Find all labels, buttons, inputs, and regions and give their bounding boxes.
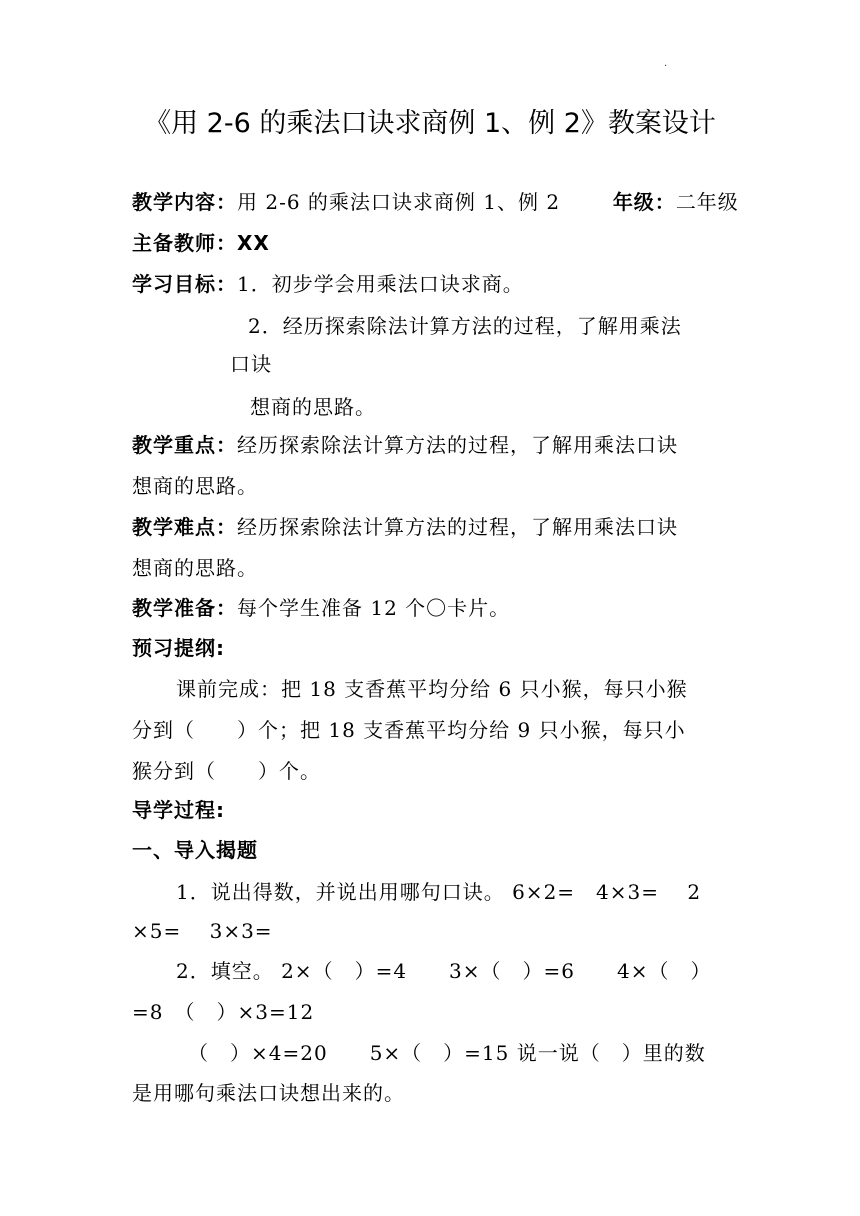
teacher-line [132, 229, 270, 257]
section-1-heading: 一、导入揭题 [132, 838, 258, 862]
grade-value: 二年级 [675, 190, 739, 214]
content-line [132, 188, 739, 216]
grade-label: 年级： [612, 190, 676, 214]
process-heading: 导学过程: [132, 798, 225, 822]
difficulty-line-2: 想商的思路。 [132, 556, 258, 580]
key-point-text: 经历探索除法计算方法的过程，了解用乘法口诀 [237, 433, 678, 457]
preparation-value: 每个学生准备 12 个〇卡片。 [237, 596, 511, 620]
preview-line-2: 分到（ ）个；把 18 支香蕉平均分给 9 只小猴，每只小 [132, 718, 686, 742]
difficulty-line-1 [132, 513, 678, 541]
teacher-label: 主备教师： [132, 231, 237, 255]
objective-2-line-3: 想商的思路。 [250, 395, 376, 419]
question-2-line-1: 2．填空。 2×（ ）=4 3×（ ）=6 4×（ ） [176, 959, 712, 983]
page-title: 《用 2-6 的乘法口诀求商例 1、例 2》教案设计 [144, 108, 716, 139]
preparation-line [132, 594, 510, 622]
content-label: 教学内容： [132, 190, 237, 214]
dot-mark: . [664, 58, 668, 69]
question-1-line-1: 1．说出得数，并说出用哪句口诀。 6×2= 4×3= 2 [176, 880, 702, 904]
objective-1: 1．初步学会用乘法口诀求商。 [237, 272, 524, 296]
preparation-label: 教学准备： [132, 596, 237, 620]
key-point-label: 教学重点： [132, 433, 237, 457]
objective-2-line-2: 口诀 [230, 352, 272, 376]
objective-2-line-1: 2．经历探索除法计算方法的过程，了解用乘法 [248, 314, 682, 338]
question-2-line-2: =8 （ ）×3=12 [132, 1000, 315, 1024]
question-2-line-3: （ ）×4=20 5×（ ）=15 说一说（ ）里的数 [188, 1041, 706, 1065]
preview-heading: 预习提纲: [132, 636, 225, 660]
objectives-line [132, 270, 524, 298]
content-value: 用 2-6 的乘法口诀求商例 1、例 2 [237, 190, 561, 214]
question-2-line-4: 是用哪句乘法口诀想出来的。 [132, 1081, 405, 1105]
preview-line-3: 猴分到（ ）个。 [132, 759, 321, 783]
objectives-label: 学习目标： [132, 272, 237, 296]
difficulty-label: 教学难点： [132, 515, 237, 539]
key-point-line-1 [132, 431, 678, 459]
preview-line-1: 课前完成：把 18 支香蕉平均分给 6 只小猴，每只小猴 [176, 677, 688, 701]
key-point-line-2: 想商的思路。 [132, 474, 258, 498]
question-1-line-2: ×5= 3×3= [132, 919, 273, 943]
teacher-value: XX [237, 231, 270, 255]
difficulty-text: 经历探索除法计算方法的过程，了解用乘法口诀 [237, 515, 678, 539]
